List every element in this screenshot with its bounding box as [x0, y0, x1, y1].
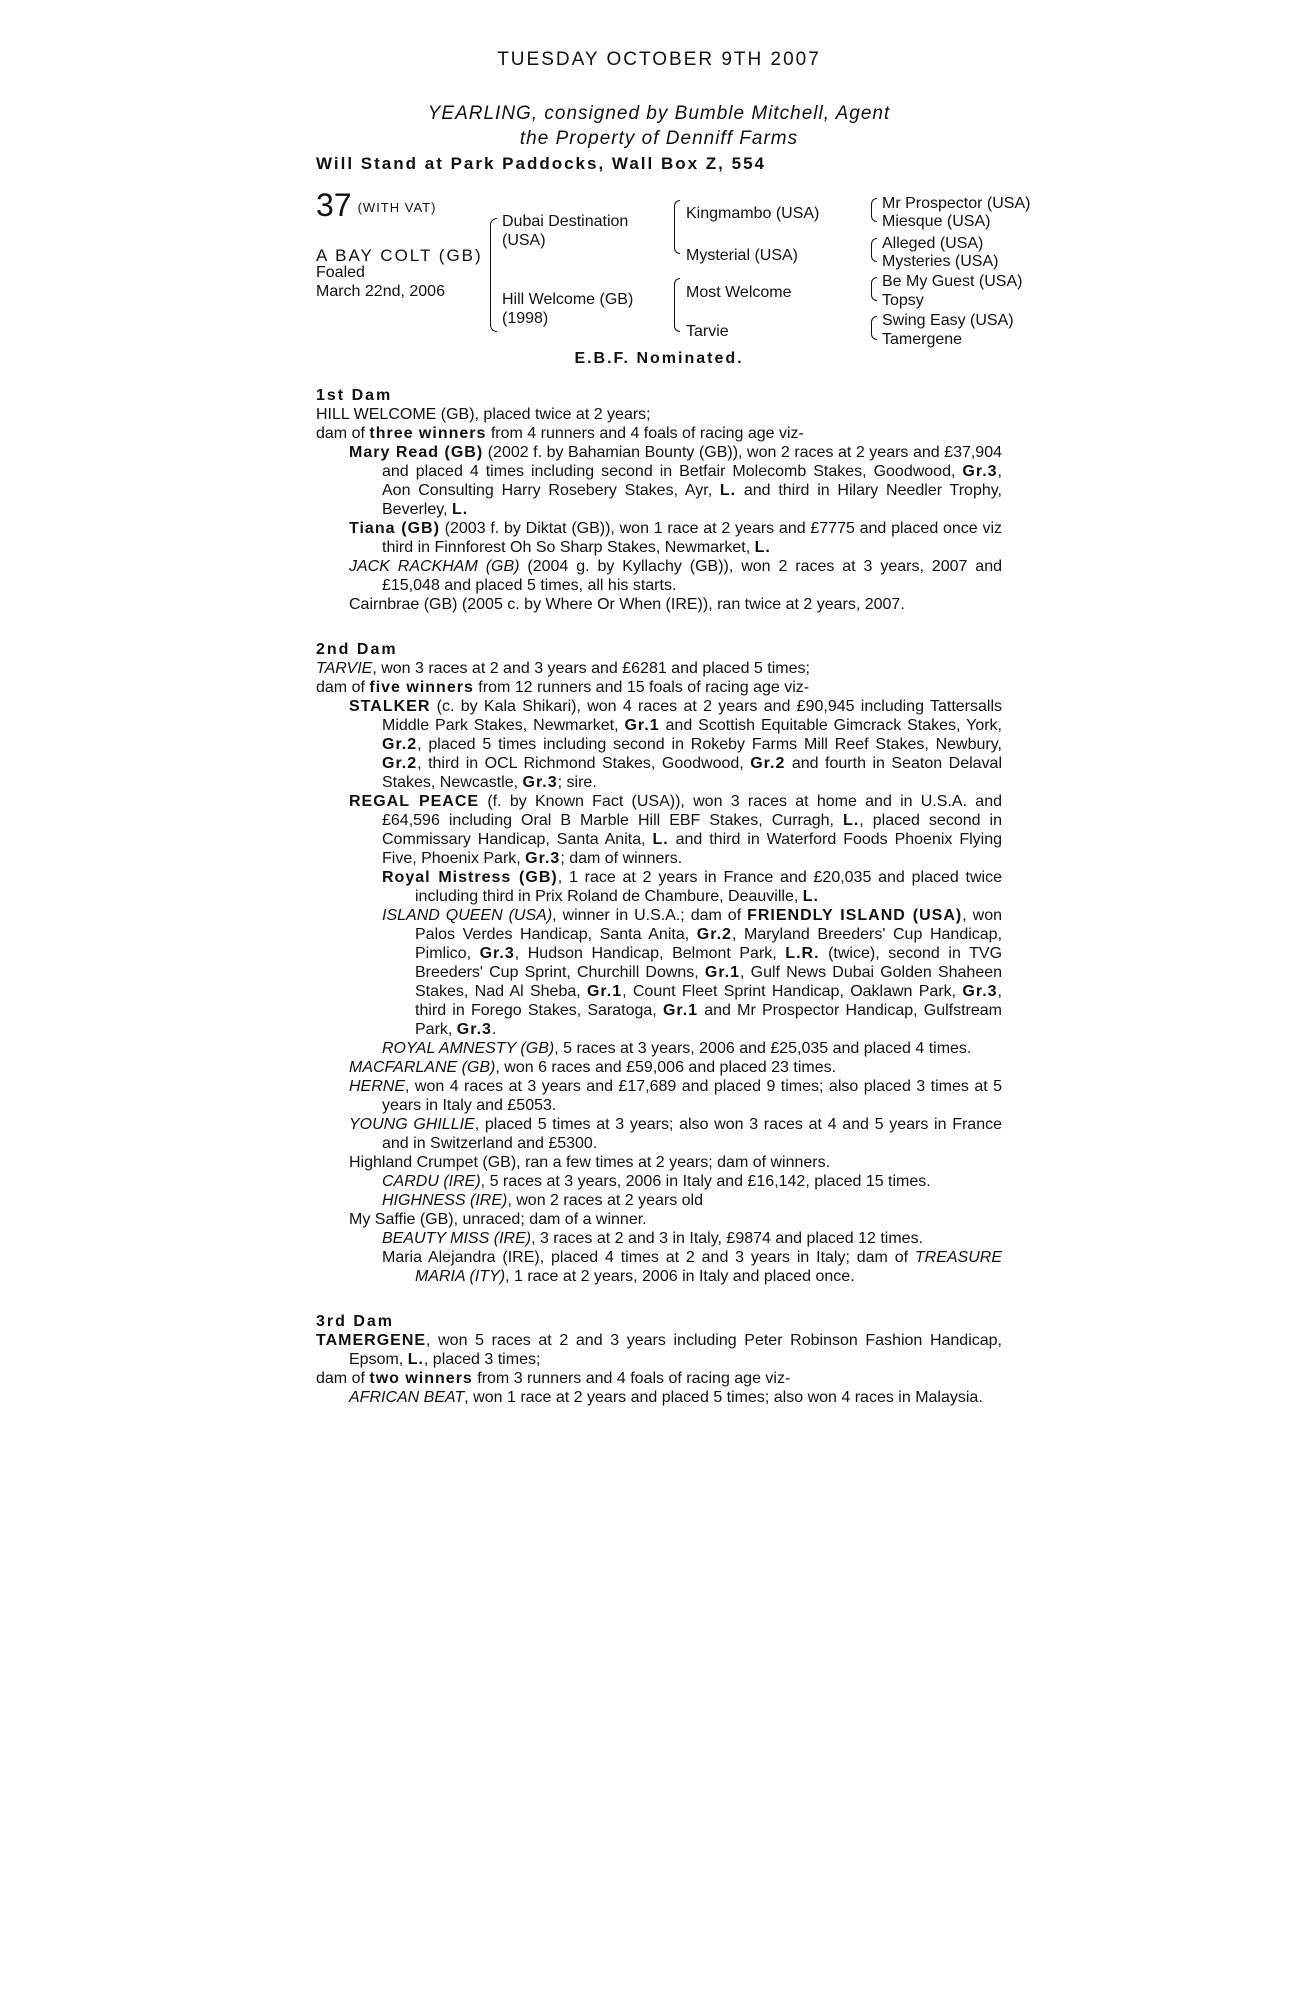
- horse-name: TAMERGENE: [316, 1332, 427, 1349]
- grade: L.: [802, 888, 819, 905]
- text-run: and Scottish Equitable Gimcrack Stakes, York,: [659, 717, 1003, 734]
- progeny-highland-crumpet: Highland Crumpet (GB), ran a few times at 2 years; dam of winners.: [349, 1154, 831, 1171]
- text-run: (2002 f. by Bahamian Bounty (GB)), won 2 races at 2 years and £37,904 and placed 4 times including second in Betfair Molecomb Stakes, Goodwood,: [382, 444, 1003, 480]
- winner-count: three winners: [369, 425, 487, 442]
- grade: Gr.2: [382, 736, 418, 753]
- pedigree-gen2-2: Mysterial (USA): [686, 247, 799, 264]
- text-run: and fourth in Seaton Delaval Stakes, Newcastle,: [382, 755, 1003, 791]
- text-run: , won 4 races at 3 years and £17,689 and placed 9 times; also placed 3 times at 5 years in Italy and £5053.: [382, 1078, 1002, 1114]
- grade: Gr.3: [522, 774, 558, 791]
- pedigree-gen3-1: Mr Prospector (USA): [882, 195, 1031, 212]
- third-dam-title: 3rd Dam: [316, 1313, 395, 1330]
- text-run: , Hudson Handicap, Belmont Park,: [514, 945, 786, 962]
- horse-name: MACFARLANE (GB): [349, 1059, 496, 1076]
- winner-count: five winners: [369, 679, 474, 696]
- progeny-highness: [316, 1191, 1002, 1210]
- horse-name: ROYAL AMNESTY (GB): [382, 1040, 555, 1057]
- pedigree-dam: Hill Welcome (GB) (1998): [502, 291, 634, 327]
- ebf-note: E.B.F. Nominated.: [574, 350, 744, 367]
- text-run: , won 6 races and £59,006 and placed 23 times.: [495, 1059, 837, 1076]
- grade: Gr.3: [962, 463, 998, 480]
- progeny-royal-mistress: [316, 868, 1002, 906]
- text-run: (f. by Known Fact (USA)), won 3 races at home and in U.S.A. and £64,596 including Oral B Marble Hill EBF Stakes, Curragh,: [382, 793, 1002, 829]
- lot-description: A BAY COLT (GB): [316, 246, 483, 265]
- grade: Gr.1: [662, 1002, 699, 1019]
- bracket-gen3b: [871, 238, 877, 262]
- text-run: ; dam of winners.: [560, 850, 683, 867]
- text-run: , won 3 races at 2 and 3 years and £6281 and placed 5 times;: [372, 660, 810, 677]
- text-run: , third in Forego Stakes, Saratoga,: [415, 983, 1002, 1019]
- text-run: , 5 races at 3 years, 2006 and £25,035 and placed 4 times.: [554, 1040, 972, 1057]
- progeny-african-beat: [316, 1388, 1002, 1407]
- horse-name: Mary Read (GB): [349, 444, 484, 461]
- bracket-gen1: [490, 218, 497, 332]
- text-run: , 5 races at 3 years, 2006 in Italy and £16,142, placed 15 times.: [480, 1173, 931, 1190]
- text-run: and Mr Prospector Handicap, Gulfstream Park,: [415, 1002, 1003, 1038]
- text-run: , Maryland Breeders' Cup Handicap, Pimlico,: [415, 926, 1003, 962]
- grade: Gr.1: [704, 964, 741, 981]
- first-dam-line: HILL WELCOME (GB), placed twice at 2 years;: [316, 406, 651, 423]
- text-run: , won Palos Verdes Handicap, Santa Anita,: [415, 907, 1003, 943]
- pedigree-gen3-3: Alleged (USA): [882, 235, 984, 252]
- grade: Gr.3: [962, 983, 998, 1000]
- text-run: , won 1 race at 2 years and placed 5 times; also won 4 races in Malaysia.: [464, 1389, 983, 1406]
- grade: Gr.2: [382, 755, 418, 772]
- text-run: dam of: [316, 1370, 370, 1387]
- text-run: .: [491, 1021, 497, 1038]
- grade: L.: [451, 501, 469, 518]
- progeny-cairnbrae: Cairnbrae (GB) (2005 c. by Where Or When (IRE)), ran twice at 2 years, 2007.: [349, 596, 905, 613]
- second-dam-record: [316, 678, 1002, 697]
- horse-name: TREASURE MARIA (ITY): [415, 1249, 1002, 1285]
- text-run: , third in OCL Richmond Stakes, Goodwood,: [417, 755, 751, 772]
- horse-name: CARDU (IRE): [382, 1173, 481, 1190]
- horse-name: FRIENDLY ISLAND (USA): [747, 907, 963, 924]
- second-dam-title: 2nd Dam: [316, 641, 398, 658]
- horse-name: Royal Mistress (GB): [382, 869, 558, 886]
- pedigree-gen3-7: Swing Easy (USA): [882, 312, 1014, 329]
- text-run: , placed 5 times at 3 years; also won 3 races at 4 and 5 years in France and in Switzerland and £5300.: [382, 1116, 1002, 1152]
- progeny-mary-read: [316, 443, 1002, 519]
- text-run: from 12 runners and 15 foals of racing age viz-: [473, 679, 810, 696]
- text-run: , 1 race at 2 years in France and £20,035 and placed twice including third in Prix Roland de Chambure, Deauville,: [415, 869, 1002, 905]
- grade: L.: [754, 539, 771, 556]
- progeny-my-saffie: My Saffie (GB), unraced; dam of a winner.: [349, 1211, 647, 1228]
- text-run: , winner in U.S.A.; dam of: [552, 907, 748, 924]
- grade: Gr.1: [624, 717, 660, 734]
- pedigree-gen2-4: Tarvie: [686, 323, 729, 340]
- bracket-gen3c: [871, 277, 877, 301]
- grade: Gr.1: [586, 983, 623, 1000]
- horse-name: AFRICAN BEAT: [349, 1389, 465, 1406]
- horse-name: ISLAND QUEEN (USA): [382, 907, 553, 924]
- progeny-cardu: [316, 1172, 1002, 1191]
- progeny-jack-rackham: [316, 557, 1002, 595]
- pedigree-gen2-1: Kingmambo (USA): [686, 205, 820, 222]
- horse-name: BEAUTY MISS (IRE): [382, 1230, 532, 1247]
- stand-location: Will Stand at Park Paddocks, Wall Box Z, 554: [316, 154, 766, 173]
- third-dam-line: [316, 1331, 1002, 1369]
- sale-date: TUESDAY OCTOBER 9TH 2007: [497, 49, 821, 70]
- horse-name: TARVIE: [316, 660, 373, 677]
- grade: Gr.3: [479, 945, 515, 962]
- horse-name: YOUNG GHILLIE: [349, 1116, 475, 1133]
- text-run: , 1 race at 2 years, 2006 in Italy and placed once.: [505, 1268, 855, 1285]
- second-dam-line: [316, 659, 1002, 678]
- progeny-herne: [316, 1077, 1002, 1115]
- horse-name: JACK RACKHAM (GB): [349, 558, 520, 575]
- progeny-young-ghillie: [316, 1115, 1002, 1153]
- pedigree-gen3-6: Topsy: [882, 292, 924, 309]
- horse-name: Tiana (GB): [349, 520, 440, 537]
- horse-name: STALKER: [349, 698, 431, 715]
- grade: L.: [719, 482, 737, 499]
- bracket-gen2b: [674, 278, 680, 332]
- horse-name: HERNE: [349, 1078, 406, 1095]
- winner-count: two winners: [369, 1370, 473, 1387]
- bracket-gen3d: [871, 316, 877, 340]
- grade: Gr.2: [750, 755, 786, 772]
- grade: Gr.3: [456, 1021, 492, 1038]
- text-run: , Aon Consulting Harry Rosebery Stakes, Ayr,: [382, 463, 1002, 499]
- grade: Gr.3: [525, 850, 561, 867]
- progeny-island-queen: [316, 906, 1002, 1039]
- text-run: , won 5 races at 2 and 3 years including Peter Robinson Fashion Handicap, Epsom,: [349, 1332, 1002, 1368]
- grade: Gr.2: [696, 926, 732, 943]
- text-run: , placed second in Commissary Handicap, Santa Anita,: [382, 812, 1003, 848]
- progeny-tiana: [316, 519, 1002, 557]
- lot-number: [316, 187, 437, 223]
- text-run: , 3 races at 2 and 3 in Italy, £9874 and placed 12 times.: [531, 1230, 924, 1247]
- pedigree-gen2-3: Most Welcome: [686, 284, 792, 301]
- text-run: , placed 3 times;: [423, 1351, 541, 1368]
- horse-name: HIGHNESS (IRE): [382, 1192, 508, 1209]
- progeny-regal-peace: [316, 792, 1002, 868]
- bracket-gen2a: [674, 200, 680, 254]
- property-line: the Property of Denniff Farms: [519, 128, 799, 149]
- progeny-beauty-miss: [316, 1229, 1002, 1248]
- grade: L.: [407, 1351, 424, 1368]
- text-run: , won 2 races at 2 years old: [507, 1192, 703, 1209]
- third-dam-record: [316, 1369, 1002, 1388]
- pedigree-gen3-4: Mysteries (USA): [882, 253, 999, 270]
- text-run: (twice), second in TVG Breeders' Cup Sprint, Churchill Downs,: [415, 945, 1003, 981]
- pedigree-gen3-2: Miesque (USA): [882, 213, 991, 230]
- pedigree-sire: Dubai Destination (USA): [502, 213, 629, 249]
- bracket-gen3a: [871, 198, 877, 222]
- pedigree-notes: [316, 386, 1002, 1407]
- text-run: , Gulf News Dubai Golden Shaheen Stakes, Nad Al Sheba,: [415, 964, 1003, 1000]
- text-run: and third in Hilary Needler Trophy, Beverley,: [382, 482, 1002, 518]
- foaled-date: March 22nd, 2006: [316, 283, 445, 300]
- text-run: dam of: [316, 679, 370, 696]
- progeny-stalker: [316, 697, 1002, 792]
- pedigree-gen3-5: Be My Guest (USA): [882, 273, 1023, 290]
- progeny-maria-alejandra: [316, 1248, 1002, 1286]
- first-dam-title: 1st Dam: [316, 387, 393, 404]
- text-run: (2003 f. by Diktat (GB)), won 1 race at 2 years and £7775 and placed once viz third in Finnforest Oh So Sharp Stakes, Newmarket,: [382, 520, 1002, 556]
- text-run: from 3 runners and 4 foals of racing age viz-: [472, 1370, 791, 1387]
- lot-number-value: 37: [316, 187, 352, 223]
- progeny-macfarlane: [316, 1058, 1002, 1077]
- text-run: (2004 g. by Kyllachy (GB)), won 2 races at 3 years, 2007 and £15,048 and placed 5 times, all his starts.: [382, 558, 1002, 594]
- grade: L.: [652, 831, 669, 848]
- text-run: from 4 runners and 4 foals of racing age viz-: [486, 425, 804, 442]
- vat-note: (WITH VAT): [357, 200, 437, 216]
- text-run: and third in Waterford Foods Phoenix Flying Five, Phoenix Park,: [382, 831, 1003, 867]
- progeny-royal-amnesty: [316, 1039, 1002, 1058]
- grade: L.: [843, 812, 860, 829]
- text-run: (c. by Kala Shikari), won 4 races at 2 years and £90,945 including Tattersalls Middle Park Stakes, Newmarket,: [382, 698, 1002, 734]
- horse-name: REGAL PEACE: [349, 793, 480, 810]
- text-run: dam of: [316, 425, 370, 442]
- text-run: ; sire.: [557, 774, 597, 791]
- grade: L.R.: [785, 945, 820, 962]
- consignor-line: YEARLING, consigned by Bumble Mitchell, Agent: [427, 103, 891, 124]
- foaled-label: Foaled: [316, 264, 365, 281]
- pedigree-gen3-8: Tamergene: [882, 331, 963, 348]
- text-run: Maria Alejandra (IRE), placed 4 times at 2 and 3 years in Italy; dam of: [382, 1249, 915, 1266]
- text-run: , Count Fleet Sprint Handicap, Oaklawn Park,: [622, 983, 963, 1000]
- first-dam-record: [316, 424, 1002, 443]
- text-run: , placed 5 times including second in Rokeby Farms Mill Reef Stakes, Newbury,: [417, 736, 1002, 753]
